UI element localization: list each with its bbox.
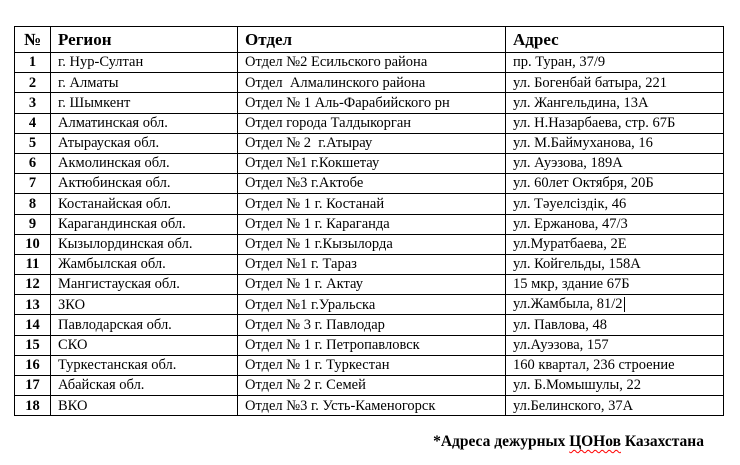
cell-number[interactable]: 3 — [15, 93, 51, 113]
cell-region[interactable]: Абайская обл. — [51, 376, 238, 396]
header-cell-region[interactable]: Регион — [51, 27, 238, 53]
cell-number[interactable]: 16 — [15, 355, 51, 375]
cell-address[interactable]: ул.Жамбыла, 81/2 — [506, 295, 724, 315]
cell-region[interactable]: Акмолинская обл. — [51, 153, 238, 173]
table-row — [15, 355, 724, 375]
addresses-table — [14, 26, 724, 416]
cell-region[interactable]: г. Алматы — [51, 73, 238, 93]
cell-region[interactable]: Костанайская обл. — [51, 194, 238, 214]
table-row — [15, 376, 724, 396]
cell-number[interactable]: 1 — [15, 53, 51, 73]
table-row — [15, 335, 724, 355]
cell-department[interactable]: Отдел № 1 Аль-Фарабийского рн — [238, 93, 506, 113]
footnote[interactable] — [433, 433, 704, 451]
cell-department[interactable]: Отдел № 1 г. Костанай — [238, 194, 506, 214]
table-row — [15, 113, 724, 133]
cell-department[interactable]: Отдел №3 г. Усть-Каменогорск — [238, 396, 506, 416]
cell-department[interactable]: Отдел №1 г. Тараз — [238, 254, 506, 274]
cell-address[interactable]: ул. М.Баймуханова, 16 — [506, 133, 724, 153]
cell-address[interactable]: ул.Муратбаева, 2Е — [506, 234, 724, 254]
cell-number[interactable]: 9 — [15, 214, 51, 234]
cell-number[interactable]: 7 — [15, 174, 51, 194]
cell-number[interactable]: 11 — [15, 254, 51, 274]
cell-region[interactable]: ЗКО — [51, 295, 238, 315]
table-row — [15, 194, 724, 214]
cell-number[interactable]: 4 — [15, 113, 51, 133]
cell-department[interactable]: Отдел № 3 г. Павлодар — [238, 315, 506, 335]
cell-department[interactable]: Отдел №3 г.Актобе — [238, 174, 506, 194]
table-row — [15, 315, 724, 335]
cell-department[interactable]: Отдел № 1 г. Петропавловск — [238, 335, 506, 355]
cell-number[interactable]: 12 — [15, 275, 51, 295]
cell-address[interactable]: ул. Тәуелсіздік, 46 — [506, 194, 724, 214]
cell-department[interactable]: Отдел Алмалинского района — [238, 73, 506, 93]
cell-address[interactable]: ул.Ауэзова, 157 — [506, 335, 724, 355]
cell-department[interactable]: Отдел № 1 г. Актау — [238, 275, 506, 295]
cell-address[interactable]: ул. Ержанова, 47/3 — [506, 214, 724, 234]
header-cell-number[interactable]: № — [15, 27, 51, 53]
cell-region[interactable]: Карагандинская обл. — [51, 214, 238, 234]
table-row — [15, 53, 724, 73]
cell-region[interactable]: Алматинская обл. — [51, 113, 238, 133]
cell-region[interactable]: Мангистауская обл. — [51, 275, 238, 295]
cell-number[interactable]: 6 — [15, 153, 51, 173]
table-row — [15, 73, 724, 93]
cell-address[interactable]: ул. Н.Назарбаева, стр. 67Б — [506, 113, 724, 133]
cell-number[interactable]: 17 — [15, 376, 51, 396]
cell-region[interactable]: СКО — [51, 335, 238, 355]
table-row — [15, 234, 724, 254]
cell-department[interactable]: Отдел № 1 г. Туркестан — [238, 355, 506, 375]
table-row — [15, 153, 724, 173]
cell-number[interactable]: 15 — [15, 335, 51, 355]
cell-number[interactable]: 14 — [15, 315, 51, 335]
cell-number[interactable]: 5 — [15, 133, 51, 153]
cell-department[interactable]: Отдел № 2 г. Семей — [238, 376, 506, 396]
cell-address[interactable]: ул. Б.Момышулы, 22 — [506, 376, 724, 396]
table-row — [15, 275, 724, 295]
text-cursor — [624, 297, 626, 312]
cell-number[interactable]: 13 — [15, 295, 51, 315]
table-row — [15, 174, 724, 194]
cell-region[interactable]: Атырауская обл. — [51, 133, 238, 153]
cell-department[interactable]: Отдел №1 г.Кокшетау — [238, 153, 506, 173]
cell-department[interactable]: Отдел №2 Есильского района — [238, 53, 506, 73]
cell-number[interactable]: 8 — [15, 194, 51, 214]
cell-region[interactable]: г. Нур-Султан — [51, 53, 238, 73]
cell-region[interactable]: Актюбинская обл. — [51, 174, 238, 194]
footnote-misspelled-word: ЦОНов — [569, 433, 621, 450]
cell-address[interactable]: ул. Богенбай батыра, 221 — [506, 73, 724, 93]
cell-region[interactable]: Туркестанская обл. — [51, 355, 238, 375]
cell-address[interactable]: ул. Жангельдина, 13А — [506, 93, 724, 113]
cell-region[interactable]: г. Шымкент — [51, 93, 238, 113]
cell-address[interactable]: ул. Павлова, 48 — [506, 315, 724, 335]
footnote-suffix: Казахстана — [620, 433, 704, 450]
cell-department[interactable]: Отдел № 2 г.Атырау — [238, 133, 506, 153]
cell-region[interactable]: Кызылординская обл. — [51, 234, 238, 254]
cell-address[interactable]: ул. 60лет Октября, 20Б — [506, 174, 724, 194]
table-row — [15, 133, 724, 153]
cell-region[interactable]: Жамбылская обл. — [51, 254, 238, 274]
cell-department[interactable]: Отдел № 1 г. Караганда — [238, 214, 506, 234]
header-cell-address[interactable]: Адрес — [506, 27, 724, 53]
table-row — [15, 254, 724, 274]
footnote-prefix: *Адреса дежурных — [433, 433, 570, 450]
cell-department[interactable]: Отдел №1 г.Уральска — [238, 295, 506, 315]
cell-number[interactable]: 10 — [15, 234, 51, 254]
cell-region[interactable]: ВКО — [51, 396, 238, 416]
cell-address[interactable]: 15 мкр, здание 67Б — [506, 275, 724, 295]
cell-address[interactable]: ул. Ауэзова, 189А — [506, 153, 724, 173]
table-row — [15, 295, 724, 315]
table-header-row — [15, 27, 724, 53]
cell-address[interactable]: 160 квартал, 236 строение — [506, 355, 724, 375]
cell-number[interactable]: 2 — [15, 73, 51, 93]
cell-address[interactable]: пр. Туран, 37/9 — [506, 53, 724, 73]
cell-address[interactable]: ул.Белинского, 37А — [506, 396, 724, 416]
cell-department[interactable]: Отдел № 1 г.Кызылорда — [238, 234, 506, 254]
cell-department[interactable]: Отдел города Талдыкорган — [238, 113, 506, 133]
table-row — [15, 396, 724, 416]
table-row — [15, 214, 724, 234]
cell-number[interactable]: 18 — [15, 396, 51, 416]
cell-address[interactable]: ул. Койгельды, 158А — [506, 254, 724, 274]
table-row — [15, 93, 724, 113]
table-body — [15, 53, 724, 416]
cell-region[interactable]: Павлодарская обл. — [51, 315, 238, 335]
header-cell-department[interactable]: Отдел — [238, 27, 506, 53]
